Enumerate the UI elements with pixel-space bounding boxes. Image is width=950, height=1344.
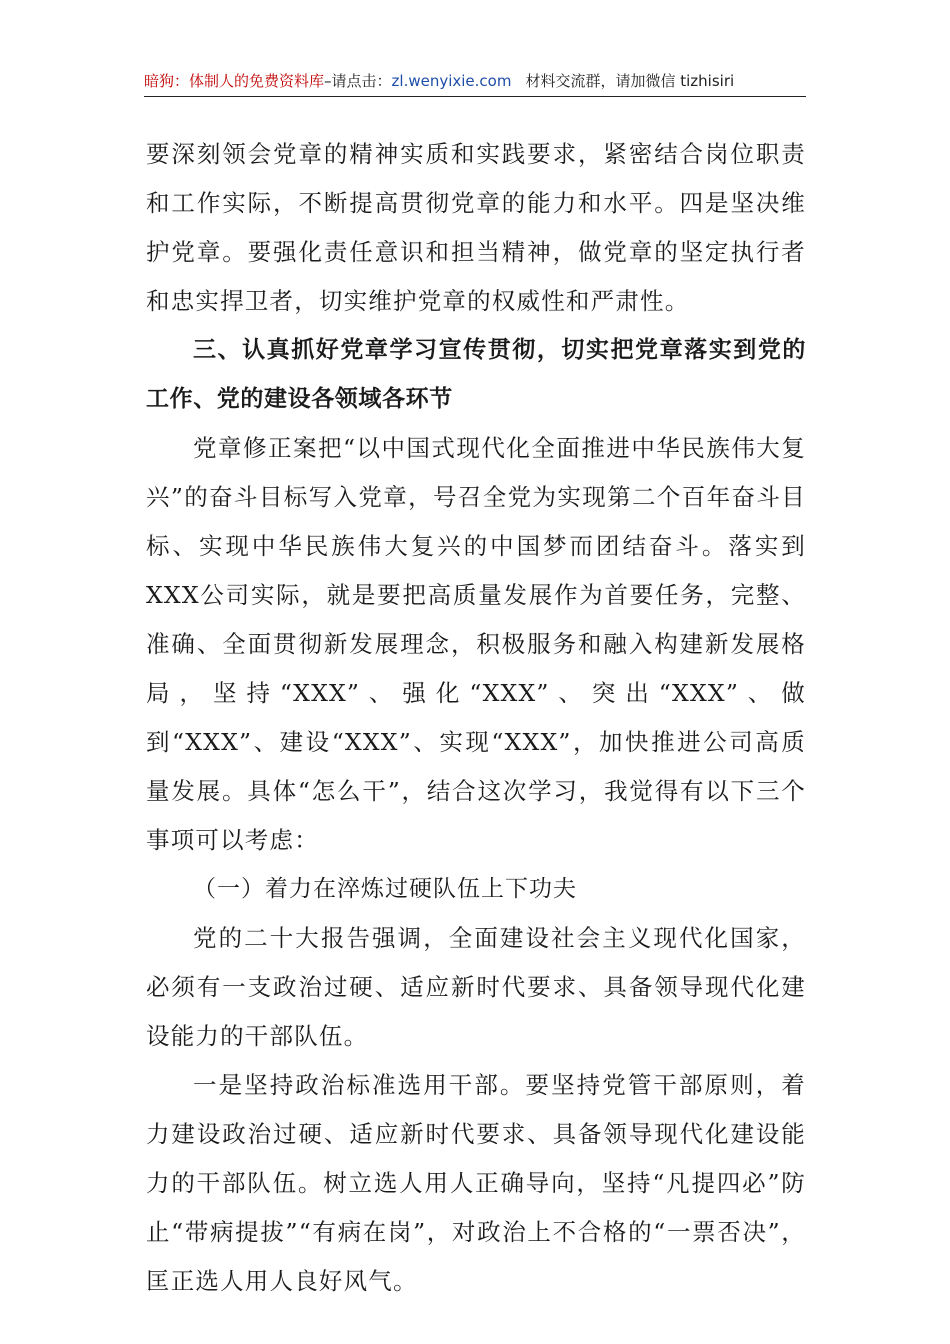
paragraph-continuation: 要深刻领会党章的精神实质和实践要求，紧密结合岗位职责和工作实际，不断提高贯彻党章的能力和水平。四是坚决维护党章。要强化责任意识和担当精神，做党章的坚定执行者和忠实捍卫者，切实维护党章的权威性和严肃性。 [146,140,806,315]
page-header [144,66,806,97]
paragraph-political-standard: 一是坚持政治标准选用干部。要坚持党管干部原则，着力建设政治过硬、适应新时代要求、具备领导现代化建设能力的干部队伍。树立选人用人正确导向，坚持“凡提四必”防止“带病提拔”“有病在岗”，对政治上不合格的“一票否决”，匡正选人用人良好风气。 [146,1071,806,1295]
paragraph-amendment: 党章修正案把“以中国式现代化全面推进中华民族伟大复兴”的奋斗目标写入党章，号召全党为实现第二个百年奋斗目标、实现中华民族伟大复兴的中国梦而团结奋斗。落实到XXX公司实际，就是要把高质量发展作为首要任务，完整、准确、全面贯彻新发展理念，积极服务和融入构建新发展格局，坚持“XXX”、强化“XXX”、突出“XXX”、做到“XXX”、建设“XXX”、实现“XXX”，加快推进公司高质量发展。具体“怎么干”，结合这次学习，我觉得有以下三个事项可以考虑： [146,434,806,854]
subsection-heading-one: （一）着力在淬炼过硬队伍上下功夫 [193,876,577,902]
paragraph-report: 党的二十大报告强调，全面建设社会主义现代化国家，必须有一支政治过硬、适应新时代要求、具备领导现代化建设能力的干部队伍。 [146,924,806,1050]
document-body [146,130,806,1306]
section-heading-three: 三、认真抓好党章学习宣传贯彻，切实把党章落实到党的工作、党的建设各领域各环节 [146,337,806,412]
header-brand: 暗狗：体制人的免费资料库 [144,72,325,90]
header-link[interactable]: zl.wenyixie.com [391,72,512,90]
header-separator: –请点击： [324,72,392,90]
header-contact: 材料交流群，请加微信 tizhisiri [525,72,735,90]
